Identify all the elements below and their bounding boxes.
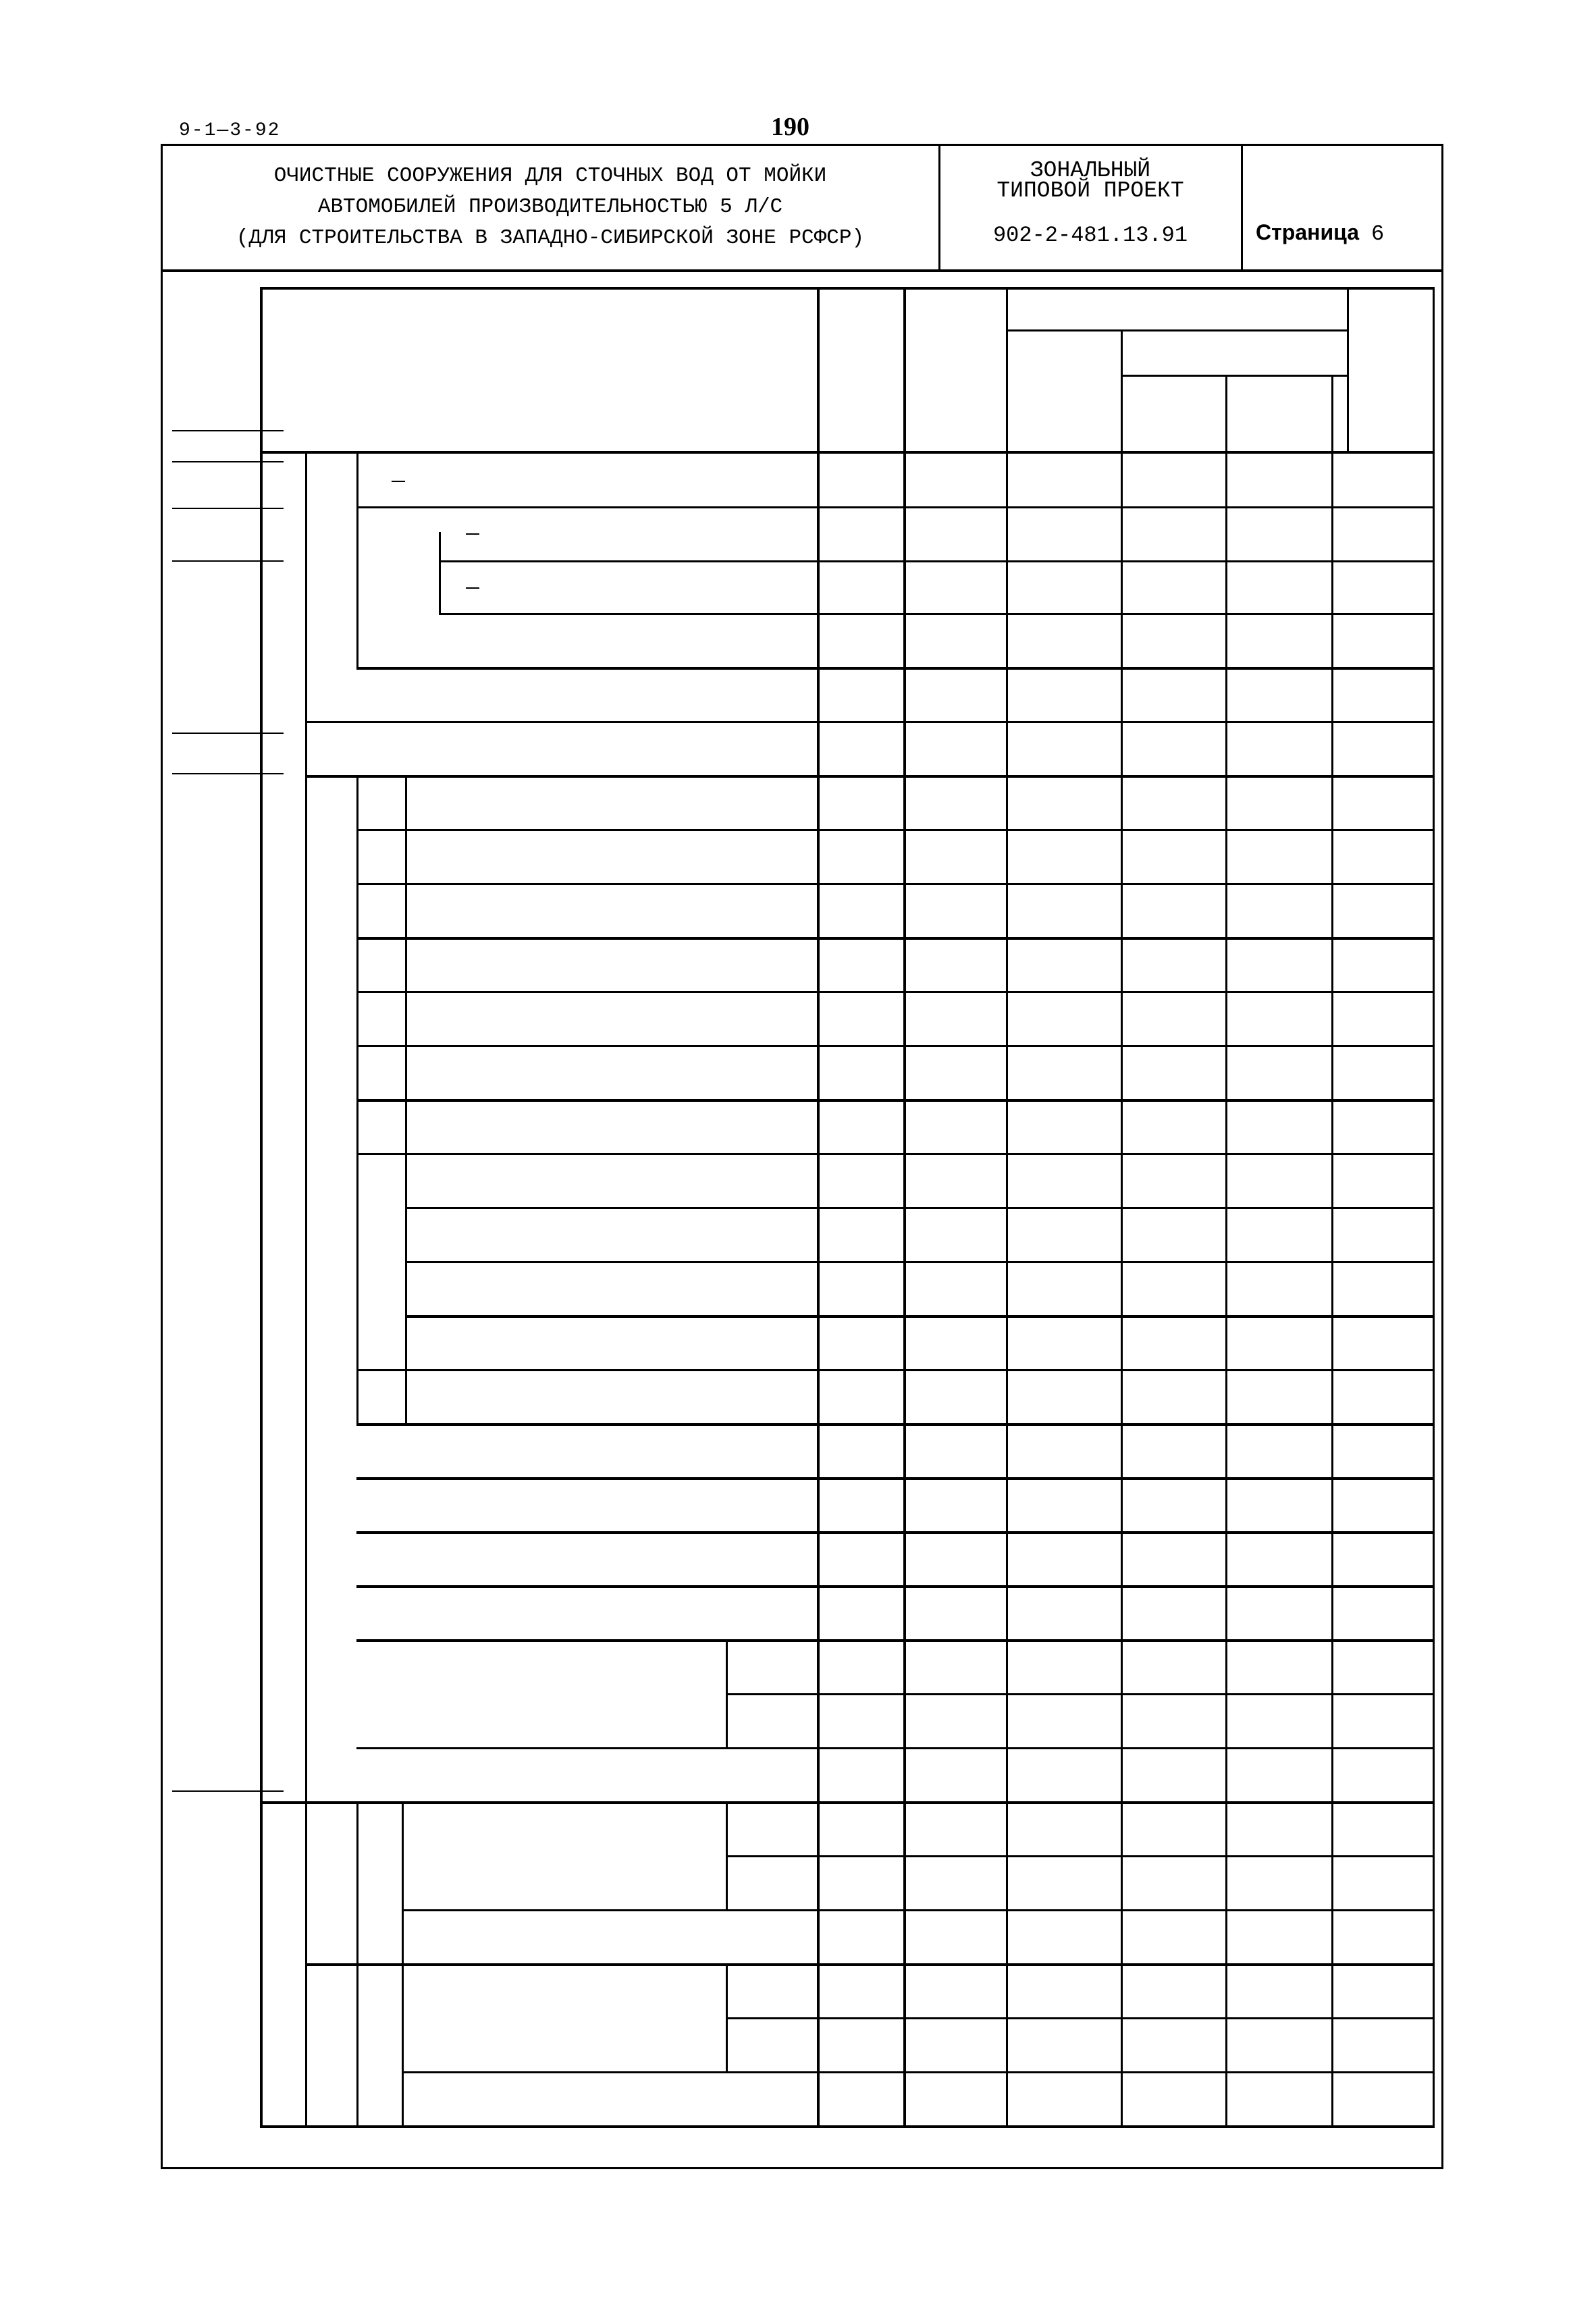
side-tag-line xyxy=(172,508,284,509)
grid-line xyxy=(356,883,1435,885)
grid-line xyxy=(466,533,479,535)
grid-line xyxy=(260,451,1435,454)
grid-line xyxy=(1121,375,1347,377)
grid-line xyxy=(466,587,479,589)
grid-line xyxy=(405,1261,1435,1263)
grid-line xyxy=(726,1639,728,1747)
grid-line xyxy=(356,1477,1435,1480)
grid-line xyxy=(405,1207,1435,1209)
group-water-hot xyxy=(372,1963,387,2125)
grid-line xyxy=(402,2071,1435,2073)
grid-line xyxy=(356,1531,1435,1534)
grid-line xyxy=(356,1423,1435,1426)
grid-line xyxy=(726,1693,1435,1695)
project-code: 902-2-481.13.91 xyxy=(992,223,1188,248)
grid-line xyxy=(439,560,1435,562)
group-steel xyxy=(359,937,404,1099)
group-timber xyxy=(367,1315,396,1423)
grid-line xyxy=(356,829,1435,831)
grid-line xyxy=(260,1801,1435,1804)
grid-line xyxy=(402,1909,1435,1911)
grid-line xyxy=(356,937,1435,940)
side-tag-line xyxy=(172,461,284,462)
page-value: 6 xyxy=(1371,221,1385,246)
grid-line xyxy=(356,1801,358,2125)
grid-line xyxy=(356,991,1435,993)
grid-line xyxy=(1433,287,1435,2125)
document-title: ОЧИСТНЫЕ СООРУЖЕНИЯ ДЛЯ СТОЧНЫХ ВОД ОТ МОЙКИ АВТОМОБИЛЕЙ ПРОИЗВОДИТЕЛЬНОСТЬЮ 5 Л/С (ДЛЯ СТРОИТЕЛЬСТВА В ЗАПАДНО-СИБИРСКОЙ ЗОНЕ РСФСР) xyxy=(236,164,865,250)
grid-line xyxy=(356,1369,1435,1371)
group-concrete-incl xyxy=(425,1153,440,1315)
grid-line xyxy=(726,1963,728,2071)
title-divider xyxy=(938,144,940,272)
grid-line xyxy=(402,1801,404,2125)
group-water-cold xyxy=(372,1801,387,1963)
group-cost-sub xyxy=(309,451,353,667)
grid-line xyxy=(305,721,1435,723)
grid-line xyxy=(356,1153,1435,1155)
group-labor xyxy=(267,667,297,775)
group-cement xyxy=(359,775,404,937)
group-water xyxy=(323,1801,338,2125)
side-tag-line xyxy=(172,1790,284,1792)
grid-line xyxy=(356,1045,1435,1047)
grid-line xyxy=(305,667,307,775)
grid-line xyxy=(726,2017,1435,2019)
page-label-text: Страница xyxy=(1256,220,1359,244)
page-frame xyxy=(161,144,1443,2169)
grid-line xyxy=(356,1585,1435,1588)
grid-line xyxy=(260,287,1435,290)
grid-line xyxy=(1006,329,1347,331)
grid-line xyxy=(405,1315,1435,1318)
grid-line xyxy=(405,1153,407,1369)
grid-line xyxy=(305,1801,307,2125)
grid-line xyxy=(356,1747,1435,1749)
grid-line xyxy=(1006,287,1008,2125)
document-number: 9-1—3-92 xyxy=(179,120,281,141)
page-number: 190 xyxy=(771,113,809,141)
group-resources xyxy=(267,1801,297,2125)
grid-line xyxy=(392,481,405,482)
grid-line xyxy=(356,506,1435,508)
side-tag-line xyxy=(172,560,284,562)
grid-line xyxy=(817,1801,819,1909)
grid-line xyxy=(356,1639,1435,1642)
group-cost xyxy=(275,451,290,667)
grid-line xyxy=(1331,375,1333,2125)
grid-line xyxy=(356,1099,1435,1102)
grid-line xyxy=(439,532,441,613)
grid-line xyxy=(356,667,1435,669)
grid-line xyxy=(305,775,1435,778)
grid-line xyxy=(903,287,906,2125)
project-type-line1: ЗОНАЛЬНЫЙ xyxy=(1030,158,1151,183)
grid-line xyxy=(305,1963,1435,1966)
grid-line xyxy=(356,775,358,1423)
grid-line xyxy=(260,2125,1435,2128)
grid-line xyxy=(726,1801,728,1909)
title-divider xyxy=(1241,144,1243,272)
group-materials xyxy=(302,775,319,1801)
project-type-line2: ТИПОВОЙ ПРОЕКТ xyxy=(996,178,1184,203)
grid-line xyxy=(356,451,358,667)
page-label xyxy=(1256,220,1384,246)
group-concrete xyxy=(367,1099,396,1315)
grid-line xyxy=(1225,375,1227,2125)
grid-line xyxy=(439,613,1435,615)
grid-line xyxy=(305,451,307,667)
grid-line xyxy=(1347,287,1349,451)
grid-line xyxy=(260,287,263,2125)
grid-line xyxy=(726,1855,1435,1857)
project-type xyxy=(942,158,1239,203)
side-tag-line xyxy=(172,430,284,431)
